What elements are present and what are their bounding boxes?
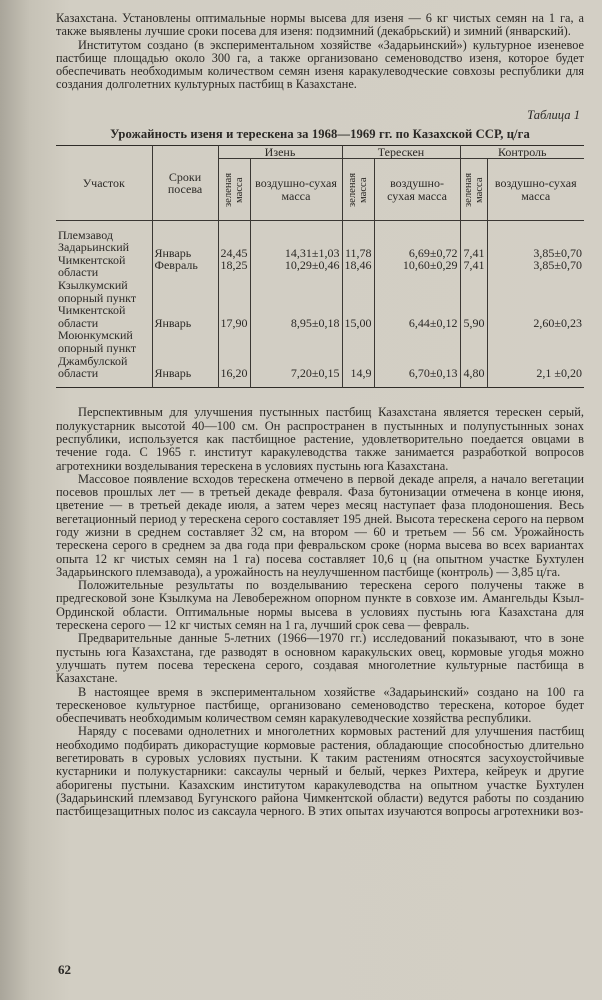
page-number: 62 [58, 962, 71, 977]
row-izen-dry: 10,29±0,46 [250, 259, 342, 279]
row-izen-dry: 14,31±1,03 [250, 229, 342, 259]
header-timing: Сроки посева [152, 145, 218, 220]
header-izen: Изень [218, 145, 342, 158]
row-ctl-dry: 2,60±0,23 [487, 279, 584, 329]
header-tereskin: Терескен [342, 145, 460, 158]
row-ter-green: 11,78 [342, 229, 374, 259]
row-ctl-dry: 3,85±0,70 [487, 229, 584, 259]
body-paragraph-2: Массовое появление всходов терескена отмечено в первой декаде апреля, а начало вегетации посевов прошлых лет — в третьей декаде февраля. Фаза бутонизации отмечена в конце июня, цветение — в третьей декаде июля, а затем через месяц наступает фаза плодоношения. Весь вегетационный период у терескена серого составляет 195 дней. Высота терескена серого на первом году жизни в среднем составляет 32 см, на втором — 60 и третьем — 56 см. Урожайность терескена серого в среднем за два года при февральском сроке (норма высева во всех вариантах опыта 12 кг чистых семян на 1 га) посева составляет 10,6 ц (на опытном участке Бухтулен Задарьинского племзавода), а урожайность на неулучшенном пастбище (контроль) — 3,85 ц/га. [56, 471, 584, 579]
header-ter-dry: воздушно-сухая масса [374, 159, 460, 221]
row-ctl-green: 4,80 [460, 329, 487, 379]
row-ctl-green: 7,41 [460, 229, 487, 259]
header-ter-green-cell [342, 159, 374, 221]
row-timing: Январь [152, 229, 218, 259]
row-ter-dry: 6,69±0,72 [374, 229, 460, 259]
table-caption: Урожайность изеня и терескена за 1968—1969 гг. по Казахской ССР, ц/га [110, 126, 530, 141]
row-ctl-green: 7,41 [460, 259, 487, 279]
header-control: Контроль [460, 145, 584, 158]
row-ter-green: 14,9 [342, 329, 374, 379]
body-paragraph-3: Положительные результаты по возделыванию терескена серого получены также в предгесковой зоне Кзылкума на Левобережном опорном пункте в совхозе им. Амангельды Кзыл-Ординской области. Оптимальные нормы высева в условиях пустынь юга Казахстана для терескена серого — 12 кг чистых семян на 1 га, лучший срок сева — февраль. [56, 578, 584, 633]
row-izen-dry: 8,95±0,18 [250, 279, 342, 329]
table-row [56, 229, 584, 259]
header-izen-dry: воздушно-сухая масса [250, 159, 342, 221]
body-section [56, 406, 584, 818]
row-ter-green: 18,46 [342, 259, 374, 279]
intro-paragraph-2: Институтом создано (в экспериментальном хозяйстве «Задарьинский») культурное изеневое пастбище площадью около 300 га, а также организовано семеноводство изеня, которое будет обеспечивать необходимым количеством семян изеня каракулеводческие совхозы республики для создания долголетних культурных пастбищ в Казахстане. [56, 37, 584, 92]
row-izen-green: 18,25 [218, 259, 250, 279]
header-ctl-green-cell [460, 159, 487, 221]
row-ter-green: 15,00 [342, 279, 374, 329]
row-timing: Январь [152, 329, 218, 379]
header-site: Участок [56, 145, 152, 220]
header-izen-green-cell [218, 159, 250, 221]
body-paragraph-5: В настоящее время в экспериментальном хозяйстве «Задарьинский» создано на 100 га терескеновое культурное пастбище, организовано семеноводство терескена, которое будет обеспечивать необходимым количеством семян каракулеводческие хозяйства республики. [56, 684, 584, 726]
row-ter-dry: 10,60±0,29 [374, 259, 460, 279]
row-ter-dry: 6,44±0,12 [374, 279, 460, 329]
row-site: Кзылкумский опорный пункт Чимкентской области [58, 278, 137, 330]
header-izen-green: зеленая масса [223, 172, 245, 207]
table-label: Таблица 1 [527, 107, 580, 122]
body-paragraph-1: Перспективным для улучшения пустынных пастбищ Казахстана является терескен серый, полукустарник высотой 40—100 см. Он распространен в пустынных и полупустынных зонах республики, используется как пастбищное растение, удовлетворительно поедается овцами в течение года. С 1965 г. институт каракулеводства также занимается разработкой вопросов агротехники возделывания терескена в условиях пустынь юга Казахстана. [56, 405, 584, 473]
row-izen-dry: 7,20±0,15 [250, 329, 342, 379]
row-ter-dry: 6,70±0,13 [374, 329, 460, 379]
intro-section [56, 12, 584, 92]
row-ctl-dry: 2,1 ±0,20 [487, 329, 584, 379]
row-izen-green: 17,90 [218, 279, 250, 329]
row-izen-green: 16,20 [218, 329, 250, 379]
header-ter-green: зеленая масса [347, 172, 369, 207]
row-timing: Январь [152, 279, 218, 329]
header-ctl-green: зеленая масса [462, 172, 485, 207]
yield-table [56, 145, 584, 389]
row-site: Моюнкумский опорный пункт Джамбулской области [58, 328, 137, 381]
table-row [56, 279, 584, 329]
body-paragraph-6: Наряду с посевами однолетних и многолетних кормовых растений для улучшения пастбищ необходимо подбирать дикорастущие кормовые растения, обладающие способностью длительно вегетировать в суровых условиях пустыни. К таким растениям относятся засухоустойчивые кустарники и полукустарники: саксаулы черный и белый, черкез Рихтера, кейреук и другие аборигены пустыни. Казахским институтом каракулеводства на опытном участке Бухтулен (Задарьинский племзавод Бугунского района Чимкентской области) ведутся работы по созданию пастбищезащитных полос из саксаула черного. В этих опытах изучаются вопросы агротехники воз- [56, 724, 584, 819]
row-site: Племзавод Задарьинский Чимкентской области [58, 227, 130, 280]
intro-paragraph-1: Казахстана. Установлены оптимальные нормы высева для изеня — 6 кг чистых семян на 1 га, а также выявлены лучшие сроки посева для изеня: подзимний (декабрьский) и зимний (январский). [56, 11, 584, 39]
row-ctl-green: 5,90 [460, 279, 487, 329]
row-timing: Февраль [152, 259, 218, 279]
row-izen-green: 24,45 [218, 229, 250, 259]
table-row [56, 329, 584, 379]
body-paragraph-4: Предварительные данные 5-летних (1966—1970 гг.) исследований показывают, что в зоне пустынь юга Казахстана, где разводят в основном каракульских овец, кормовые угодья можно улучшать путем посева терескена серого, создавая многолетние культурные пастбища в Казахстане. [56, 631, 584, 686]
header-ctl-dry: воздушно-сухая масса [487, 159, 584, 221]
row-ctl-dry: 3,85±0,70 [487, 259, 584, 279]
